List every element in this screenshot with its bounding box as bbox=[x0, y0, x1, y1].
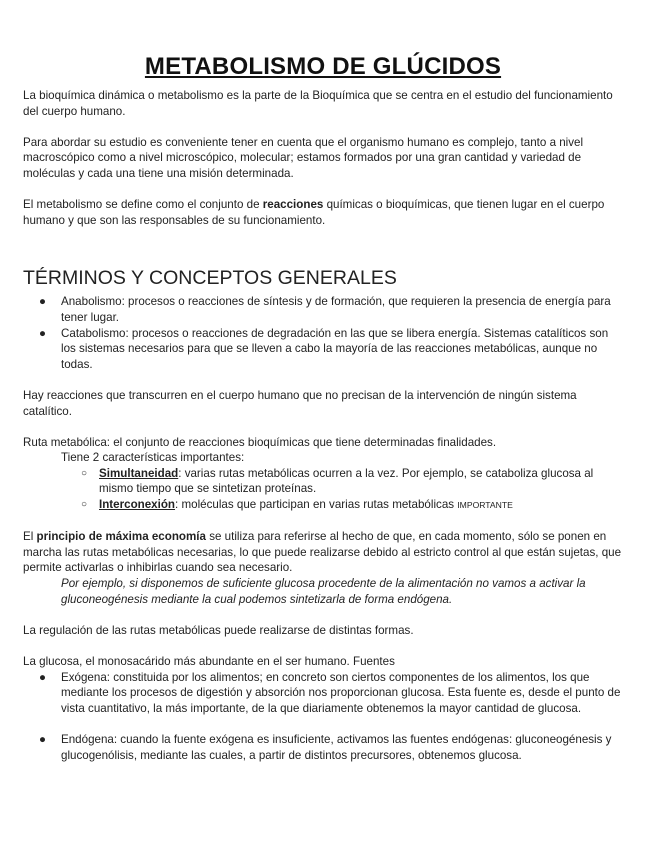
list-item: ○ Interconexión: moléculas que participan en varias rutas metabólicas IMPORTANTE bbox=[81, 498, 513, 512]
characteristics-intro: Tiene 2 características importantes: bbox=[61, 451, 245, 465]
terms-list bbox=[23, 294, 623, 372]
intro-paragraph-1: La bioquímica dinámica o metabolismo es la parte de la Bioquímica que se centra en el estudio del funcionamiento del cuerpo humano. bbox=[23, 89, 613, 118]
intro-paragraph-3: El metabolismo se define como el conjunto de reacciones químicas o bioquímicas, que tienen lugar en el cuerpo humano y que son las responsables de su funcionamiento. bbox=[23, 198, 605, 227]
document-page bbox=[23, 52, 623, 763]
bullet-icon: ● bbox=[39, 326, 47, 340]
characteristics-list bbox=[23, 466, 623, 514]
example-paragraph: Por ejemplo, si disponemos de suficiente glucosa procedente de la alimentación no vamos a activar la gluconeogénesis mediante la cual podemos sintetizarla de forma endógena. bbox=[61, 577, 586, 606]
list-item: ● Catabolismo: procesos o reacciones de degradación en las que se libera energía. Sistemas catalíticos son los sistemas necesarios para que se lleven a cabo la mayoría de las reacciones metabólicas, aunque no todas. bbox=[39, 326, 609, 371]
bullet-icon: ● bbox=[39, 732, 47, 746]
principle-paragraph: El principio de máxima economía se utiliza para referirse al hecho de que, en cada momento, sólo se ponen en marcha las rutas metabólicas necesarias, lo que puede realizarse debido al estricto control al que están sujetas, que permite activarlas o inhibirlas cuando sea necesario. bbox=[23, 530, 622, 575]
ruta-paragraph: Ruta metabólica: el conjunto de reacciones bioquímicas que tiene determinadas finalidades. bbox=[23, 435, 497, 449]
intro-paragraph-2: Para abordar su estudio es conveniente tener en cuenta que el organismo humano es complejo, tanto a nivel macroscópico como a nivel microscópico, molecular; estamos formados por una gran cantidad y variedad de moléculas y cada una tiene una misión determinada. bbox=[23, 135, 584, 180]
glucose-paragraph: La glucosa, el monosacárido más abundante en el ser humano. Fuentes bbox=[23, 655, 395, 668]
bullet-icon: ● bbox=[39, 670, 47, 684]
regulation-paragraph: La regulación de las rutas metabólicas puede realizarse de distintas formas. bbox=[23, 623, 414, 637]
section-heading: TÉRMINOS Y CONCEPTOS GENERALES bbox=[23, 267, 397, 290]
bullet-icon: ● bbox=[39, 295, 47, 309]
list-item: ● Endógena: cuando la fuente exógena es insuficiente, activamos las fuentes endógenas: gluconeogénesis y glucogenólisis, mediante las cuales, a partir de distintos precursores, obtenemos glucosa. bbox=[39, 732, 612, 762]
list-item: ● Exógena: constituida por los alimentos; en concreto son ciertos componentes de los alimentos, los que mediante los procesos de digestión y absorción nos proporcionan glucosa. Esta fuente es, desde el punto de vista cuantitativo, la más importante, de la que diariamente obtenemos la mayor cantidad de glucosa. bbox=[39, 670, 621, 715]
list-item: ● Anabolismo: procesos o reacciones de síntesis y de formación, que requieren la presencia de energía para tener lugar. bbox=[39, 295, 611, 324]
list-item: ○ Simultaneidad: varias rutas metabólicas ocurren a la vez. Por ejemplo, se cataboliza glucosa al mismo tiempo que se sintetizan proteínas. bbox=[81, 466, 594, 496]
page-title: METABOLISMO DE GLÚCIDOS bbox=[144, 53, 502, 80]
circle-bullet-icon: ○ bbox=[81, 499, 88, 511]
no-catalytic-paragraph: Hay reacciones que transcurren en el cuerpo humano que no precisan de la intervención de ningún sistema catalítico. bbox=[23, 388, 577, 418]
sources-list bbox=[23, 670, 623, 764]
circle-bullet-icon: ○ bbox=[81, 467, 88, 479]
important-note: IMPORTANTE bbox=[457, 500, 513, 511]
